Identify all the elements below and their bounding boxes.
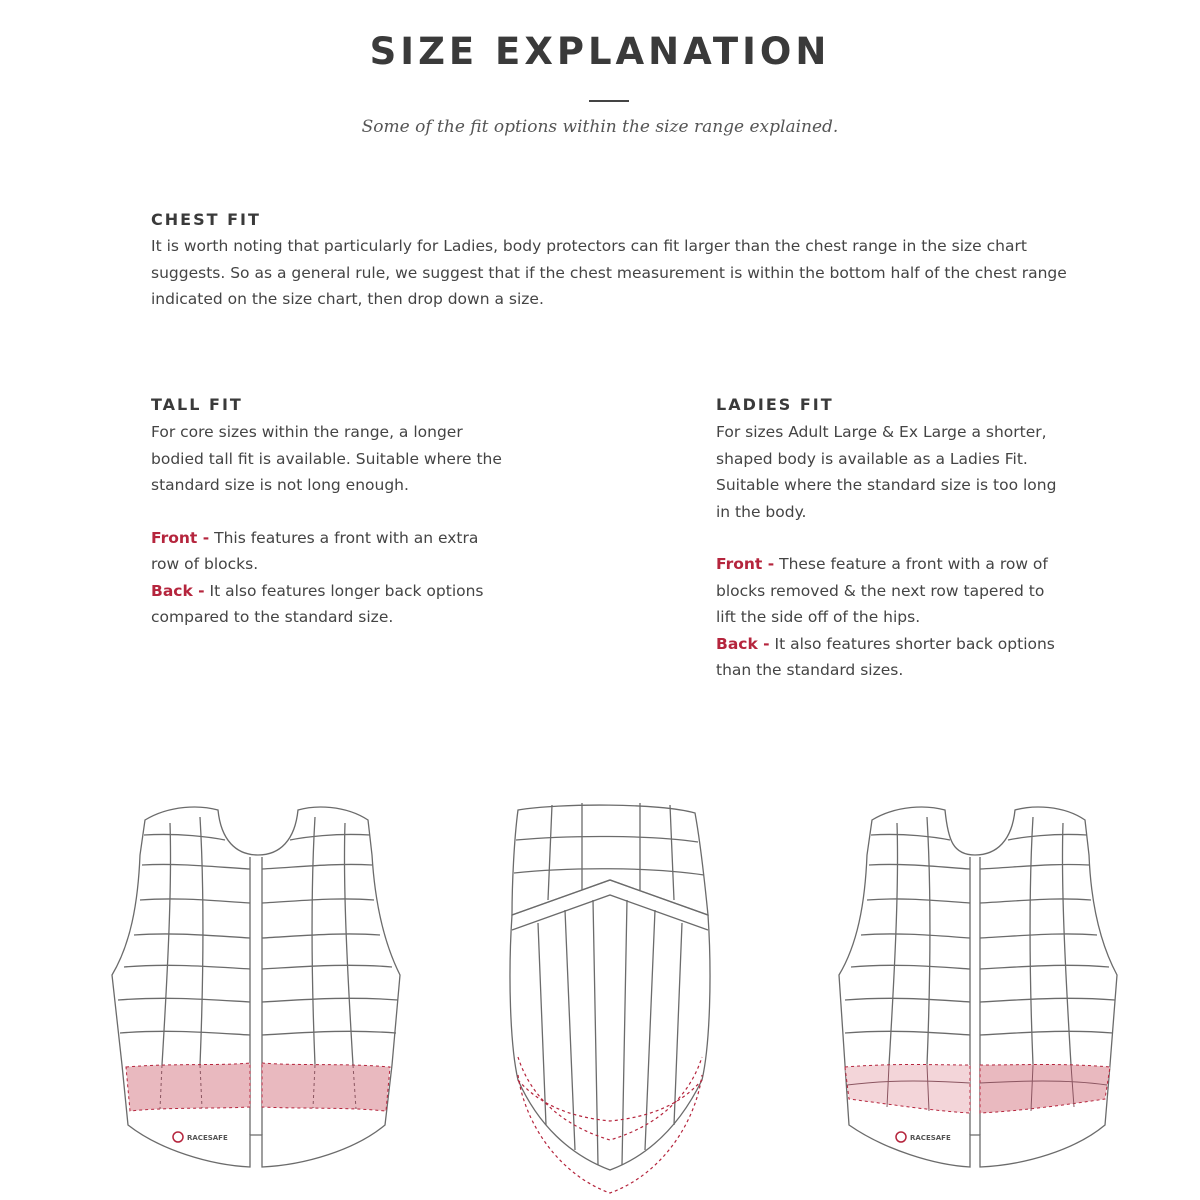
tall-fit-back-text: It also features longer back options compared to the standard size. — [151, 581, 484, 626]
ladies-fit-intro: For sizes Adult Large & Ex Large a shorter, shaped body is available as a Ladies Fit. Suitable where the standard size is too long in the body. — [716, 423, 1057, 521]
tall-fit-front — [151, 525, 511, 578]
ladies-fit-body — [716, 419, 1066, 684]
ladies-fit-front — [716, 551, 1066, 631]
ladies-fit-heading: LADIES FIT — [716, 395, 834, 414]
chest-fit-text: It is worth noting that particularly for Ladies, body protectors can fit larger than the chest range in the size chart suggests. So as a general rule, we suggest that if the chest measurement is within the bottom half of the chest range indicated on the size chart, then drop down a size. — [151, 237, 1067, 308]
tall-fit-heading: TALL FIT — [151, 395, 243, 414]
back-protector-illustration — [490, 795, 730, 1195]
tall-fit-front-label: Front - — [151, 528, 210, 547]
ladies-fit-back — [716, 631, 1066, 684]
tall-fit-back — [151, 578, 511, 631]
tall-fit-vest-illustration — [100, 795, 420, 1175]
ladies-fit-back-label: Back - — [716, 634, 770, 653]
ladies-fit-back-text: It also features shorter back options than the standard sizes. — [716, 634, 1055, 679]
ladies-fit-front-text: These feature a front with a row of blocks removed & the next row tapered to lift the side off of the hips. — [716, 555, 1048, 626]
tall-fit-back-label: Back - — [151, 581, 205, 600]
page-title: SIZE EXPLANATION — [369, 30, 831, 73]
tall-fit-body — [151, 419, 511, 631]
racesafe-logo-icon — [896, 1132, 906, 1142]
tall-fit-intro: For core sizes within the range, a longer bodied tall fit is available. Suitable where the standard size is not long enough. — [151, 423, 502, 494]
racesafe-logo-icon — [173, 1132, 183, 1142]
ladies-fit-front-label: Front - — [716, 555, 775, 573]
tall-fit-front-text: This features a front with an extra row of blocks. — [151, 528, 479, 573]
ladies-fit-vest-illustration — [825, 795, 1145, 1175]
vest-logo-text: RACESAFE — [910, 1134, 951, 1142]
title-divider — [589, 100, 629, 102]
vest-logo-text: RACESAFE — [187, 1134, 228, 1142]
chest-fit-heading: CHEST FIT — [151, 210, 261, 229]
page-subtitle: Some of the fit options within the size range explained. — [361, 117, 839, 137]
